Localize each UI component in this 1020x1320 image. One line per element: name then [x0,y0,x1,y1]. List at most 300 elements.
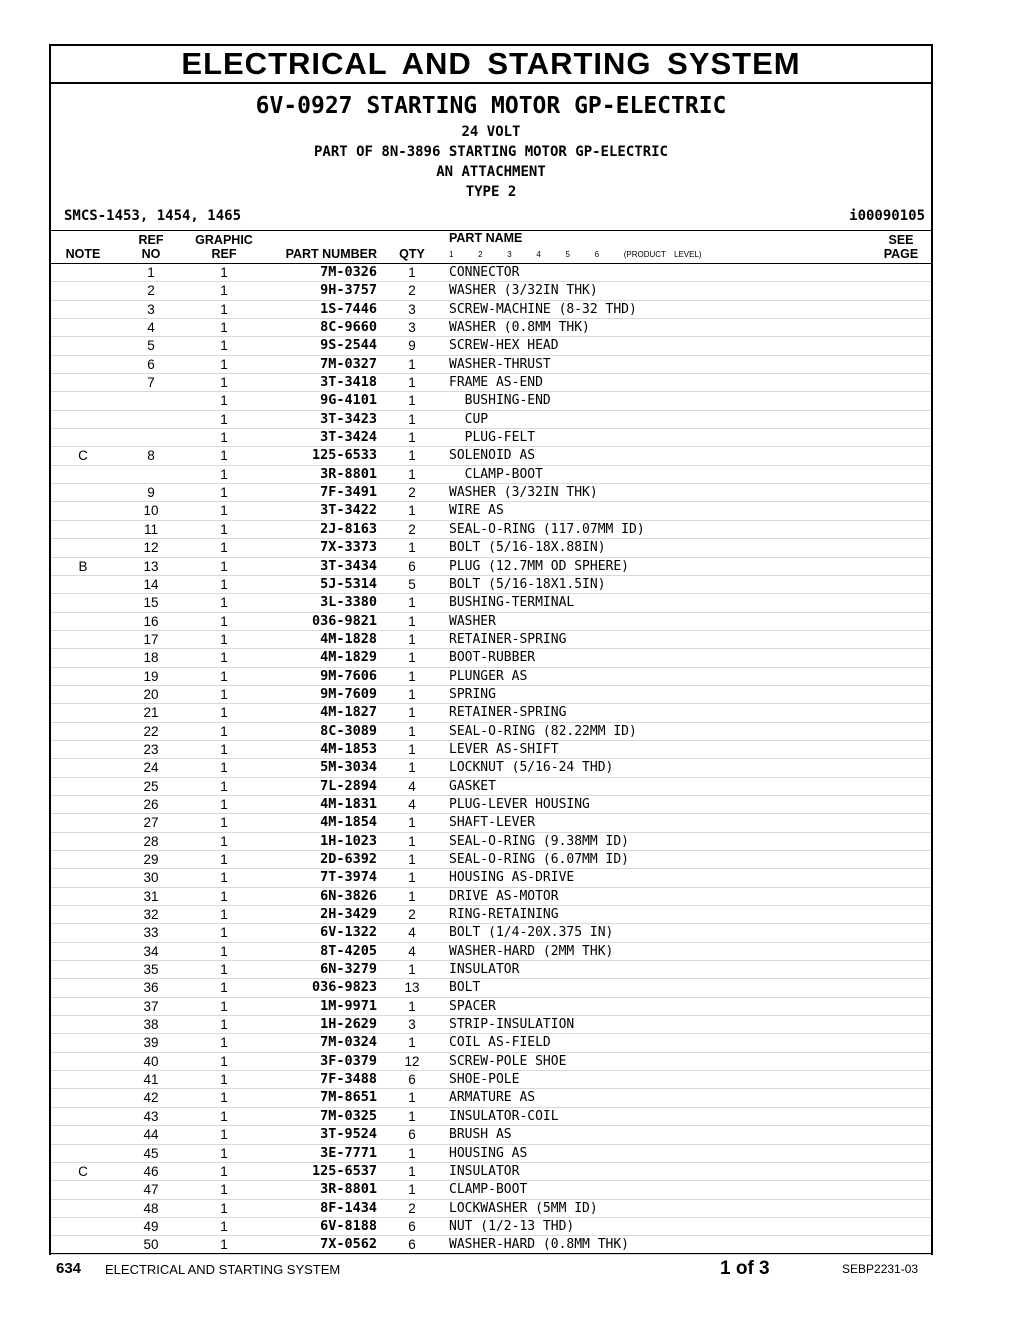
part-number-cell: 7T-3974 [320,869,377,886]
graphic-ref-cell: 1 [220,741,228,757]
ref-no-cell: 44 [143,1127,159,1143]
graphic-ref-cell: 1 [220,448,228,464]
graphic-ref-cell: 1 [220,998,228,1014]
ref-no-cell: 39 [143,1035,159,1051]
graphic-ref-cell: 1 [220,613,228,629]
graphic-ref-cell: 1 [220,815,228,831]
qty-cell: 1 [408,503,416,519]
part-name-cell: DRIVE AS-MOTOR [449,888,559,904]
qty-cell: 2 [408,1200,416,1216]
ref-no-cell: 45 [143,1145,159,1161]
ref-no-cell: 27 [143,815,159,831]
graphic-ref-cell: 1 [220,1218,228,1234]
part-number-cell: 3T-3418 [320,374,377,391]
qty-cell: 1 [408,1035,416,1051]
qty-cell: 1 [408,411,416,427]
table-row [51,356,931,374]
part-number-cell: 9M-7606 [320,667,377,684]
table-row [51,961,931,979]
ref-no-cell: 2 [147,283,155,299]
part-number-cell: 036-9821 [311,612,377,629]
qty-cell: 2 [408,521,416,537]
part-name-cell: BUSHING-TERMINAL [449,595,575,611]
ref-no-cell: 46 [143,1163,159,1179]
graphic-ref-cell: 1 [220,1145,228,1161]
part-number-cell: 6V-1322 [320,924,377,941]
part-name-cell: LOCKNUT (5/16-24 THD) [449,760,614,776]
graphic-ref-cell: 1 [220,705,228,721]
part-number-cell: 4M-1831 [320,795,377,812]
graphic-ref-cell: 1 [220,503,228,519]
part-name-cell: COIL AS-FIELD [449,1035,551,1051]
part-number-cell: 3T-3424 [320,429,377,446]
ref-no-cell: 32 [143,907,159,923]
qty-cell: 1 [408,1163,416,1179]
table-row [51,888,931,906]
graphic-ref-cell: 1 [220,650,228,666]
part-number-cell: 1H-2629 [320,1016,377,1033]
part-name-cell: LEVER AS-SHIFT [449,741,559,757]
part-number-cell: 9H-3757 [320,282,377,299]
part-name-cell: PLUG-FELT [449,430,536,446]
part-number-cell: 3T-9524 [320,1126,377,1143]
graphic-ref-cell: 1 [220,723,228,739]
qty-cell: 12 [404,1053,420,1069]
graphic-ref-cell: 1 [220,265,228,280]
table-row [51,613,931,631]
part-name-cell: INSULATOR [449,962,520,978]
qty-cell: 1 [408,741,416,757]
part-number-cell: 4M-1853 [320,740,377,757]
qty-cell: 3 [408,320,416,336]
ref-no-cell: 49 [143,1218,159,1234]
part-name-cell: BOLT (5/16-18X1.5IN) [449,576,606,592]
ref-no-cell: 18 [143,650,159,666]
part-name-cell: RETAINER-SPRING [449,631,567,647]
qty-cell: 1 [408,962,416,978]
part-name-cell: WASHER (0.8MM THK) [449,320,590,336]
part-number-cell: 7X-0562 [320,1236,377,1253]
part-number-cell: 7L-2894 [320,777,377,794]
part-number-cell: 9M-7609 [320,685,377,702]
table-row [51,723,931,741]
part-number-cell: 5J-5314 [320,575,377,592]
part-name-cell: BRUSH AS [449,1127,512,1143]
graphic-ref-cell: 1 [220,1035,228,1051]
part-name-cell: BUSHING-END [449,393,551,409]
ref-no-cell: 48 [143,1200,159,1216]
part-name-cell: WASHER (3/32IN THK) [449,283,598,299]
part-number-cell: 6N-3826 [320,887,377,904]
part-name-cell: BOLT (1/4-20X.375 IN) [449,925,614,941]
part-number-cell: 125-6533 [311,447,377,464]
table-row [51,1034,931,1052]
graphic-ref-cell: 1 [220,1072,228,1088]
table-row [51,576,931,594]
part-number-cell: 4M-1854 [320,814,377,831]
table-row [51,1236,931,1254]
graphic-ref-cell: 1 [220,888,228,904]
ref-no-cell: 30 [143,870,159,886]
graphic-ref-cell: 1 [220,430,228,446]
qty-cell: 4 [408,943,416,959]
qty-cell: 1 [408,833,416,849]
col-ref-1: REF [138,233,164,247]
table-row [51,1163,931,1181]
part-name-cell: SPRING [449,686,496,702]
part-name-cell: RING-RETAINING [449,907,559,923]
qty-cell: 2 [408,907,416,923]
ref-no-cell: 15 [143,595,159,611]
part-number-cell: 4M-1828 [320,630,377,647]
qty-cell: 1 [408,705,416,721]
graphic-ref-cell: 1 [220,925,228,941]
voltage-line: 24 VOLT [461,124,521,140]
ref-no-cell: 25 [143,778,159,794]
part-number-cell: 1H-1023 [320,832,377,849]
part-name-cell: SPACER [449,998,496,1014]
note-cell: C [78,448,88,464]
table-row [51,1200,931,1218]
ref-no-cell: 40 [143,1053,159,1069]
qty-cell: 6 [408,1218,416,1234]
part-name-cell: GASKET [449,778,496,794]
table-row [51,319,931,337]
qty-cell: 1 [408,595,416,611]
qty-cell: 1 [408,1108,416,1124]
graphic-ref-cell: 1 [220,540,228,556]
table-row [51,686,931,704]
part-name-cell: ARMATURE AS [449,1090,536,1106]
part-name-cell: RETAINER-SPRING [449,705,567,721]
part-number-cell: 036-9823 [311,979,377,996]
col-see-2: PAGE [883,247,919,261]
qty-cell: 4 [408,778,416,794]
graphic-ref-cell: 1 [220,631,228,647]
part-name-cell: SOLENOID AS [449,448,536,464]
table-row [51,759,931,777]
table-row [51,411,931,429]
graphic-ref-cell: 1 [220,1090,228,1106]
part-number-cell: 7M-0327 [320,355,377,372]
qty-cell: 1 [408,540,416,556]
table-row [51,1126,931,1144]
ref-no-cell: 22 [143,723,159,739]
part-number-cell: 1S-7446 [320,300,377,317]
part-name-cell: INSULATOR [449,1163,520,1179]
table-row [51,429,931,447]
qty-cell: 1 [408,613,416,629]
qty-cell: 6 [408,1072,416,1088]
table-row [51,649,931,667]
ref-no-cell: 28 [143,833,159,849]
illustration-id: i00090105 [849,208,925,224]
ref-no-cell: 7 [147,375,155,391]
ref-no-cell: 31 [143,888,159,904]
part-name-cell: BOOT-RUBBER [449,650,536,666]
qty-cell: 1 [408,631,416,647]
table-row [51,1016,931,1034]
table-row [51,924,931,942]
part-number-cell: 8F-1434 [320,1199,377,1216]
table-row [51,502,931,520]
table-row [51,447,931,465]
table-row [51,558,931,576]
part-number-cell: 3T-3422 [320,502,377,519]
part-number-cell: 3R-8801 [320,465,377,482]
graphic-ref-cell: 1 [220,778,228,794]
part-name-cell: SCREW-MACHINE (8-32 THD) [449,301,637,317]
part-number-cell: 8C-9660 [320,319,377,336]
graphic-ref-cell: 1 [220,980,228,996]
qty-cell: 1 [408,815,416,831]
part-name-cell: SEAL-O-RING (117.07MM ID) [449,521,645,537]
group-title: 6V-0927 STARTING MOTOR GP-ELECTRIC [255,93,727,119]
part-name-cell: WASHER [449,613,496,629]
qty-cell: 1 [408,265,416,280]
ref-no-cell: 37 [143,998,159,1014]
table-row [51,943,931,961]
part-number-cell: 2J-8163 [320,520,377,537]
qty-cell: 2 [408,283,416,299]
part-name-cell: CLAMP-BOOT [449,1182,528,1198]
table-row [51,869,931,887]
graphic-ref-cell: 1 [220,962,228,978]
ref-no-cell: 6 [147,356,155,372]
part-name-cell: WASHER-THRUST [449,356,551,372]
table-row [51,484,931,502]
ref-no-cell: 5 [147,338,155,354]
table-row [51,814,931,832]
ref-no-cell: 1 [147,265,155,280]
qty-cell: 1 [408,466,416,482]
table-row [51,392,931,410]
ref-no-cell: 35 [143,962,159,978]
graphic-ref-cell: 1 [220,320,228,336]
part-number-cell: 3R-8801 [320,1181,377,1198]
part-number-cell: 1M-9971 [320,997,377,1014]
table-row [51,521,931,539]
ref-no-cell: 34 [143,943,159,959]
part-name-cell: CUP [449,411,489,427]
smcs-codes: SMCS-1453, 1454, 1465 [64,208,242,224]
part-name-cell: FRAME AS-END [449,375,543,391]
table-row [51,1089,931,1107]
ref-no-cell: 9 [147,485,155,501]
graphic-ref-cell: 1 [220,393,228,409]
ref-no-cell: 26 [143,796,159,812]
qty-cell: 1 [408,668,416,684]
graphic-ref-cell: 1 [220,1200,228,1216]
graphic-ref-cell: 1 [220,1163,228,1179]
qty-cell: 1 [408,760,416,776]
graphic-ref-cell: 1 [220,375,228,391]
qty-cell: 3 [408,301,416,317]
ref-no-cell: 24 [143,760,159,776]
part-number-cell: 7M-0325 [320,1107,377,1124]
part-number-cell: 8C-3089 [320,722,377,739]
table-row [51,337,931,355]
page-footer [0,1260,1020,1282]
part-name-cell: PLUG-LEVER HOUSING [449,796,590,812]
col-note: NOTE [65,247,101,261]
qty-cell: 6 [408,1127,416,1143]
ref-no-cell: 21 [143,705,159,721]
table-row [51,594,931,612]
note-cell: B [78,558,88,574]
col-part-name: PART NAME [449,231,523,245]
qty-cell: 1 [408,852,416,867]
part-name-cell: WASHER-HARD (0.8MM THK) [449,1237,630,1253]
product-level-scale: 1 2 3 4 5 6 (PRODUCT LEVEL) [449,250,702,259]
note-cell: C [78,1163,88,1179]
page-number: 634 [56,1260,82,1277]
table-row [51,1218,931,1236]
part-number-cell: 7F-3491 [320,484,377,501]
table-row [51,741,931,759]
ref-no-cell: 29 [143,852,159,867]
graphic-ref-cell: 1 [220,1182,228,1198]
table-row [51,906,931,924]
graphic-ref-cell: 1 [220,1237,228,1253]
ref-no-cell: 36 [143,980,159,996]
graphic-ref-cell: 1 [220,907,228,923]
table-row [51,1145,931,1163]
ref-no-cell: 4 [147,320,155,336]
part-number-cell: 3E-7771 [320,1144,377,1161]
type-line: TYPE 2 [465,184,517,200]
part-name-cell: STRIP-INSULATION [449,1017,575,1033]
qty-cell: 1 [408,356,416,372]
ref-no-cell: 23 [143,741,159,757]
part-number-cell: 125-6537 [311,1162,377,1179]
graphic-ref-cell: 1 [220,595,228,611]
part-name-cell: PLUG (12.7MM OD SPHERE) [449,558,630,574]
part-name-cell: SCREW-POLE SHOE [449,1053,567,1069]
col-graphic-1: GRAPHIC [195,233,253,247]
ref-no-cell: 42 [143,1090,159,1106]
part-number-cell: 3T-3434 [320,557,377,574]
qty-cell: 6 [408,558,416,574]
part-name-cell: SEAL-O-RING (9.38MM ID) [449,833,630,849]
part-number-cell: 4M-1829 [320,649,377,666]
publication-number: SEBP2231-03 [842,1262,919,1276]
part-number-cell: 3T-3423 [320,410,377,427]
table-row [51,1108,931,1126]
table-row [51,1181,931,1199]
ref-no-cell: 19 [143,668,159,684]
table-row [51,539,931,557]
part-number-cell: 7M-0324 [320,1034,377,1051]
graphic-ref-cell: 1 [220,833,228,849]
ref-no-cell: 50 [143,1237,159,1253]
part-number-cell: 3F-0379 [320,1052,377,1069]
ref-no-cell: 12 [143,540,159,556]
table-row [51,301,931,319]
table-row [51,998,931,1016]
part-number-cell: 2D-6392 [320,851,377,867]
part-name-cell: WASHER (3/32IN THK) [449,485,598,501]
part-number-cell: 4M-1827 [320,704,377,721]
graphic-ref-cell: 1 [220,1053,228,1069]
table-row [51,778,931,796]
ref-no-cell: 10 [143,503,159,519]
qty-cell: 13 [404,980,420,996]
table-row [51,282,931,300]
part-number-cell: 6N-3279 [320,961,377,978]
ref-no-cell: 47 [143,1182,159,1198]
graphic-ref-cell: 1 [220,485,228,501]
ref-no-cell: 17 [143,631,159,647]
table-row [51,704,931,722]
qty-cell: 1 [408,448,416,464]
graphic-ref-cell: 1 [220,668,228,684]
part-name-cell: BOLT [449,980,481,996]
part-name-cell: SCREW-HEX HEAD [449,338,559,354]
qty-cell: 1 [408,650,416,666]
qty-cell: 1 [408,723,416,739]
ref-no-cell: 13 [143,558,159,574]
part-name-cell: SEAL-O-RING (6.07MM ID) [449,852,630,867]
qty-cell: 3 [408,1017,416,1033]
ref-no-cell: 33 [143,925,159,941]
table-row [51,851,931,869]
qty-cell: 1 [408,375,416,391]
graphic-ref-cell: 1 [220,1017,228,1033]
part-number-cell: 3L-3380 [320,594,377,611]
qty-cell: 1 [408,998,416,1014]
col-qty: QTY [399,247,425,261]
col-see-1: SEE [888,233,914,247]
part-name-cell: CLAMP-BOOT [449,466,543,482]
part-number-cell: 7M-8651 [320,1089,377,1106]
part-name-cell: SHOE-POLE [449,1072,520,1088]
graphic-ref-cell: 1 [220,760,228,776]
part-name-cell: NUT (1/2-13 THD) [449,1218,575,1234]
qty-cell: 1 [408,686,416,702]
qty-cell: 1 [408,1145,416,1161]
qty-cell: 1 [408,870,416,886]
sheet-indicator: 1 of 3 [720,1258,770,1279]
qty-cell: 1 [408,1090,416,1106]
part-number-cell: 7X-3373 [320,539,377,556]
ref-no-cell: 11 [143,521,158,537]
qty-cell: 9 [408,338,416,354]
col-graphic-2: REF [211,247,237,261]
qty-cell: 6 [408,1237,416,1253]
part-number-cell: 6V-8188 [320,1217,377,1234]
part-number-cell: 5M-3034 [320,759,377,776]
table-row [51,631,931,649]
part-name-cell: HOUSING AS-DRIVE [449,870,575,886]
graphic-ref-cell: 1 [220,283,228,299]
table-row [51,979,931,997]
graphic-ref-cell: 1 [220,852,228,867]
section-title: ELECTRICAL AND STARTING SYSTEM [51,46,931,84]
table-row [51,374,931,392]
parts-page-frame [49,44,933,1255]
table-row [51,264,931,282]
graphic-ref-cell: 1 [220,576,228,592]
column-headers [51,231,931,264]
qty-cell: 1 [408,430,416,446]
qty-cell: 4 [408,796,416,812]
qty-cell: 1 [408,888,416,904]
part-name-cell: WIRE AS [449,503,504,519]
col-part-number: PART NUMBER [285,247,377,261]
ref-no-cell: 3 [147,301,155,317]
table-row [51,466,931,484]
